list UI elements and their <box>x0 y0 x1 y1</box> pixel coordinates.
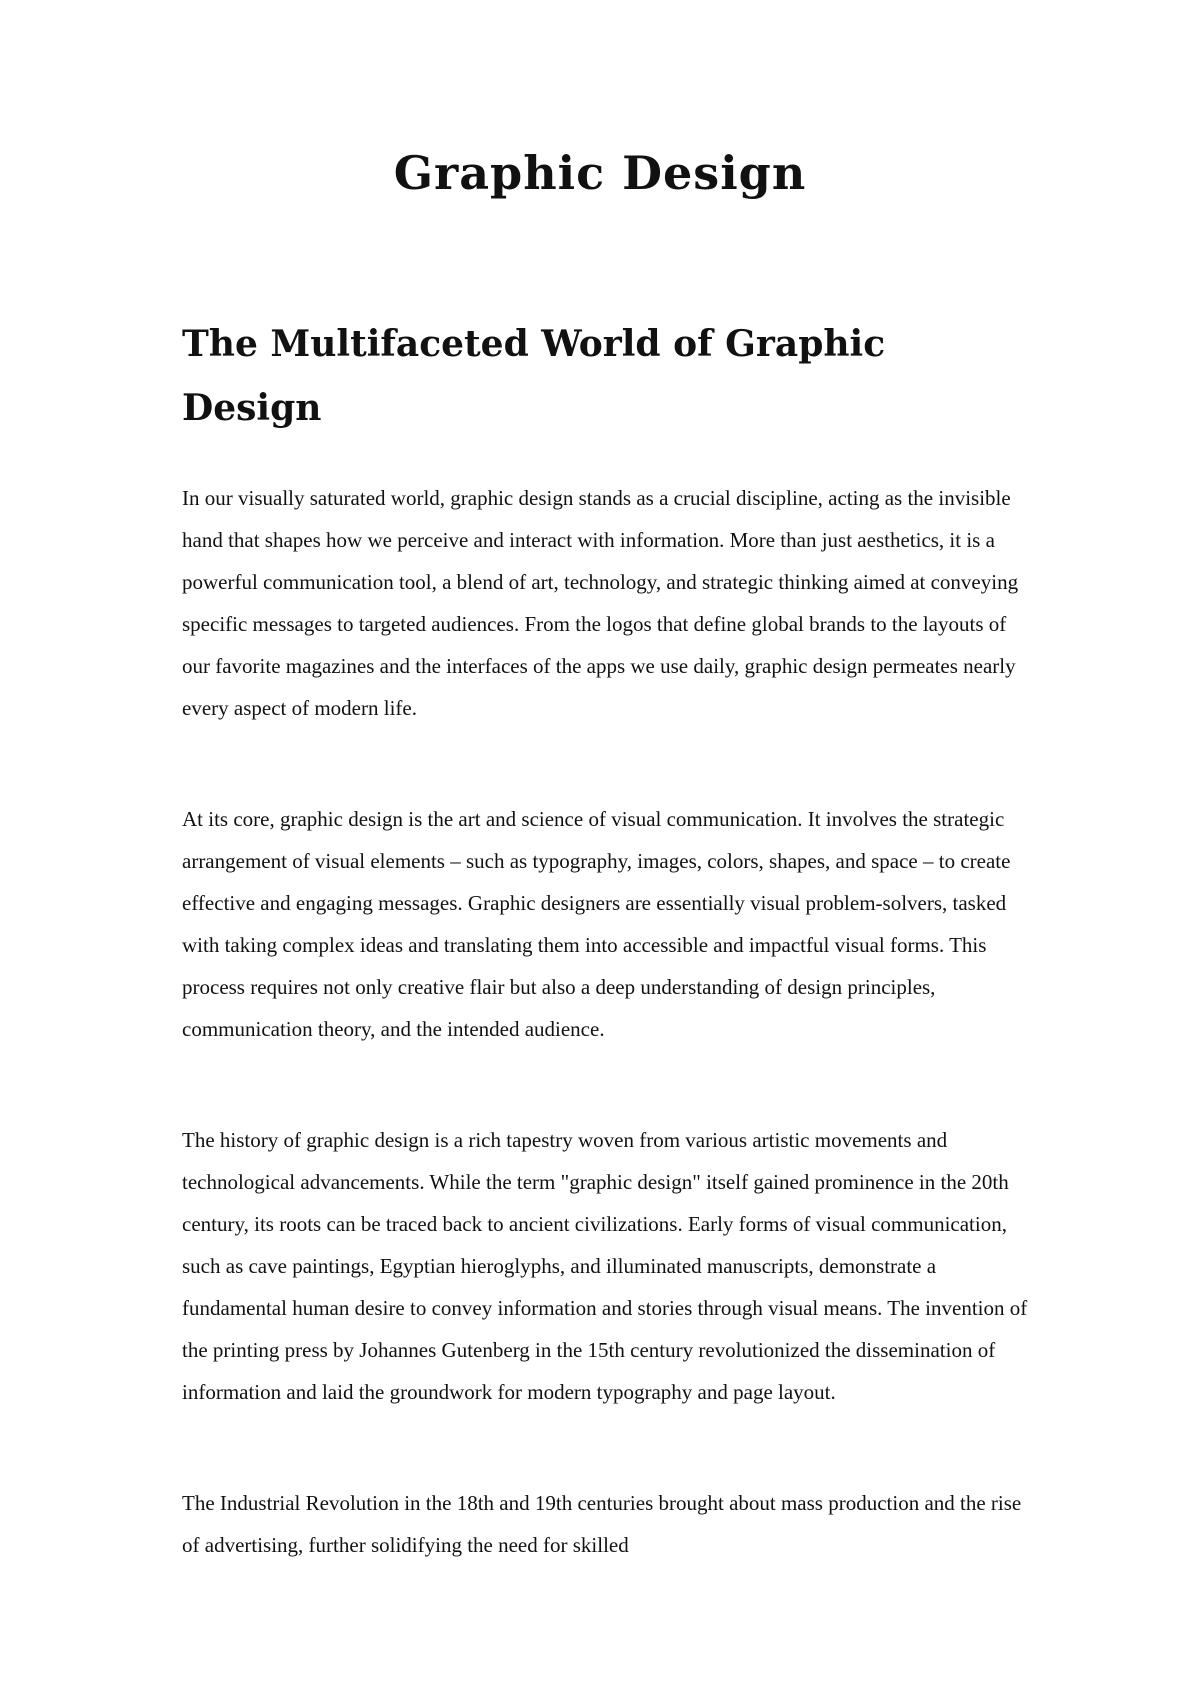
body-paragraph-4: The Industrial Revolution in the 18th and 19th centuries brought about mass production and the rise of advertising, further solidifying the need for skilled <box>182 1491 1022 1557</box>
body-paragraph-2: At its core, graphic design is the art and science of visual communication. It involves the strategic arrangement of visual elements – such as typography, images, colors, shapes, and space – to create effective and engaging messages. Graphic designers are essentially visual problem-solvers, tasked with taking complex ideas and translating them into accessible and impactful visual forms. This process requires not only creative flair but also a deep understanding of design principles, communication theory, and the intended audience. <box>182 807 1011 1041</box>
body-paragraph-3: The history of graphic design is a rich tapestry woven from various artistic movements and technological advancements. While the term "graphic design" itself gained prominence in the 20th century, its roots can be traced back to ancient civilizations. Early forms of visual communication, such as cave paintings, Egyptian hieroglyphs, and illuminated manuscripts, demonstrate a fundamental human desire to convey information and stories through visual means. The invention of the printing press by Johannes Gutenberg in the 15th century revolutionized the dissemination of information and laid the groundwork for modern typography and page layout. <box>182 1128 1028 1404</box>
document-title: Graphic Design <box>393 146 807 200</box>
body-paragraph-1: In our visually saturated world, graphic design stands as a crucial discipline, acting as the invisible hand that shapes how we perceive and interact with information. More than just aesthetics, it is a powerful communication tool, a blend of art, technology, and strategic thinking aimed at conveying specific messages to targeted audiences. From the logos that define global brands to the layouts of our favorite magazines and the interfaces of the apps we use daily, graphic design permeates nearly every aspect of modern life. <box>182 486 1019 720</box>
section-heading: The Multifaceted World of Graphic Design <box>182 323 886 429</box>
